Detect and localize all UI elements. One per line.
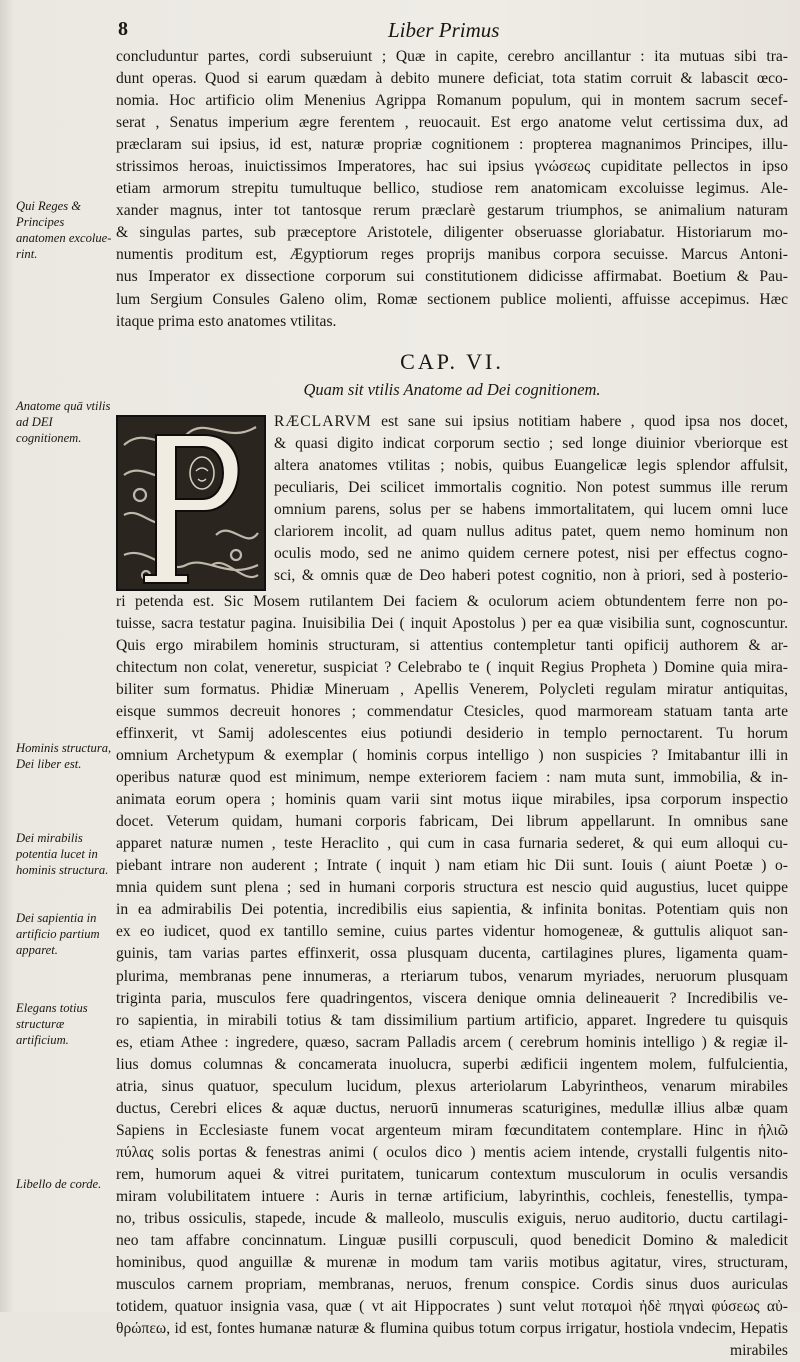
initial-first-word: RÆCLARVM (274, 412, 372, 430)
text-line: operibus naturæ quod est minimum, nempe exteriorem faciem : nam muta sunt, immobilia, & in- (116, 769, 788, 787)
text-line: concluduntur partes, cordi subseruiunt ; Quæ in capite, cerebro ancillantur : ita mutuas sibi tra- (116, 48, 788, 65)
text-line: in ea admirabilis Dei potentia, incredibilis eius sapientia, & infinita bonitas. Potentiam quis non (116, 901, 788, 919)
text-line: lius domus columnas & concamerata inuolucra, superbi ædificii ingentem molem, fulfulcientia, (116, 1055, 788, 1073)
chapter-title: CAP. VI. (400, 348, 504, 374)
text-line: tuisse, sacra testatur pagina. Inuisibilia Dei ( inquit Apostolus ) per ea quæ visibilia sunt, cognoscuntur. (116, 614, 788, 632)
text-line: es, etiam Athee : ingredere, quæso, sacram Palladis arcem ( cerebrum hominis intelligo ) & regiæ il- (116, 1033, 788, 1051)
margin-note-elegans-structura: Elegans totius structuræ artificium. (16, 1001, 88, 1047)
chapter-subtitle: Quam sit vtilis Anatome ad Dei cognitionem. (303, 379, 601, 399)
text-line: sci, & omnis quæ de Deo haberi potest cognitio, non à priori, sed à posterio- (274, 567, 788, 585)
text-line: Quis ergo mirabilem hominis structuram, si attentius contempletur tanti opificij authorem & ar- (116, 636, 788, 654)
paragraph-1 (116, 46, 788, 333)
margin-note-anatome-utilis: Anatome quā vtilis ad DEI cognitionem. (16, 399, 111, 445)
text-line: peculiaris, Dei scilicet immortalis cognitio. Non potest summus ille rerum (274, 478, 788, 496)
text-line: totidem, quatuor insignia vasa, quæ ( vt ait Hippocrates ) sunt velut ποταμοὶ ἠδὲ πηγαὶ φύσεως αὐ- (116, 1298, 788, 1316)
text-line: neo tam affabre concinnatum. Linguæ pusilli corpusculi, quod benedicit Domino & maledicit (116, 1232, 788, 1250)
text-line: nus Imperator ex dissectione corporum sui constitutionem didicisse affirmabat. Boetium & Pau- (116, 268, 788, 286)
text-line: ex eo iudicet, quod ex tantillo semine, cuius partes videntur homogeneæ, & guttulis aliquot san- (116, 923, 788, 941)
text-line: mnia quidem sunt plena ; sed in humani corporis structura est nescio quid augustius, lucet quippe (116, 879, 788, 897)
text-line: apparet naturæ numen , teste Heraclito , qui cum in casa furnaria sederet, & qui eum alloqui cu- (116, 835, 788, 853)
text-line: ductus, Cerebri elices & aquæ ductus, neruorū innumeras scaturigines, medullæ illius albæ quam (116, 1099, 788, 1117)
decorated-initial-icon (116, 415, 266, 591)
margin-note-reges: Qui Reges & Principes anatomen excolue- rint. (16, 199, 112, 261)
text-line: & quasi digito indicat corporum sectio ; sed longe diuinior vberiorque est (274, 434, 788, 452)
text-line: strissimos heroas, inuictissimos Imperatores, hac sui ipsius γνώσεως cupiditate pellectos in ipso (116, 158, 788, 176)
text-line: serat , Senatus imperium ægre ferentem , reuocauit. Est ergo anatome velut certissima dux, ad (116, 114, 788, 132)
text-line: miram volubilitatem intuere : Auris in ternæ artificium, labyrinthis, cochleis, fenestellis, tympa- (116, 1187, 788, 1205)
text-line: θρώπεω, id est, fontes humanæ naturæ & flumina quibus totum corpus irrigatur, hostiola vndecim, Hepatis (116, 1320, 788, 1338)
text-line: animata eorum opera ; hominis quam varii sint motus iique mirabiles, ipsa corporum inspectio (116, 791, 788, 809)
initial-first-rest: est sane sui ipsius notitiam habere , quod ipsa nos docet, (371, 412, 788, 430)
text-line: eisque summos decreuit honores ; commendatur Ctesicles, quod marmoream statuam tanta arte (116, 702, 788, 720)
text-line: oculis modo, sed ne animo quidem cernere potest, nisi per effectus cogno- (274, 544, 788, 562)
book-title: Liber Primus (388, 18, 500, 42)
text-line: rem, humorum aquei & vitrei puritatem, tunicarum contextum musculorum in oculis versandis (116, 1165, 788, 1183)
page-number: 8 (118, 18, 128, 40)
text-line (274, 411, 788, 433)
text-line: effinxerit, vt Samij adolescentes eius potiundi desiderio in templo pernoctarent. Tu horum (116, 724, 788, 742)
text-line: altera anatomes vtilitas ; nobis, quibus Euangelicæ legis splendor affulsit, (274, 456, 788, 474)
text-line: chitectum non colat, veneretur, suspiciat ? Celebrabo te ( inquit Regius Propheta ) Domine quia mira- (116, 658, 788, 676)
text-line: & singulas partes, sub præceptore Aristotele, diligenter obseruasse gloriabatur. Historiarum mo- (116, 224, 788, 242)
paragraph-2-body (116, 591, 788, 1341)
margin-note-dei-potentia: Dei mirabilis potentia lucet in hominis structura. (16, 831, 109, 877)
text-line: omnium Archetypum & exemplar ( hominis corpus intelligo ) non suspicies ? Imitabantur illi in (116, 747, 788, 765)
text-line: Sapiens in Ecclesiaste funem vocat argenteum miram fœcunditatem contemplare. Hinc in ἡλιῶ (116, 1121, 788, 1139)
text-line: plurima, membranas pene innumeras, a rteriarum tubos, venarum myriades, neruorum plusquam (116, 967, 788, 985)
text-line: nomia. Hoc artificio olim Menenius Agrippa Romanum populum, qui in montem sacrum secef- (116, 92, 788, 110)
text-line: xander magnus, inter tot tantosque rerum præclarè gestarum triumphos, se animalium naturam (116, 202, 788, 220)
text-line: ro sapientia, in mirabili totius & tam dissimilium partium artificio, apparet. Ingredere tu quisquis (116, 1011, 788, 1029)
text-line: docet. Veterum quidam, humani corporis fabricam, Dei librum appellarunt. In omnibus sane (116, 813, 788, 831)
text-line: ri petenda est. Sic Mosem rutilantem Dei faciem & oculorum aciem obtundentem ferre non po- (116, 592, 788, 610)
margin-note-hominis-structura: Hominis structura, Dei liber est. (16, 741, 112, 771)
margin-note-libello-de-corde: Libello de corde. (16, 1177, 102, 1191)
margin-note-dei-sapientia: Dei sapientia in artificio partium apparet. (16, 911, 100, 957)
text-line: triginta paria, musculos fere quadringentos, viscera denique omnia delineauerit ? Incredibilis ve- (116, 989, 788, 1007)
text-line: clariorem incolit, ad quam nullus aditus patet, quem nemo hominum non (274, 522, 788, 540)
text-line: πύλας solis portas & fenestras animi ( oculos dico ) mentis aciem intende, crystalli fulgentis nito- (116, 1143, 788, 1161)
text-line: omnium parens, solus per se habens immortalitatem, qui lucem omni luce (274, 500, 788, 518)
text-line: musculos carnem propriam, membranas, neruos, frenum conspice. Cordis sinus duos auriculas (116, 1276, 788, 1294)
main-text (116, 46, 788, 1362)
text-line: guinis, tam varias partes effinxerit, ossa plusquam ducenta, cartilagines plures, ligamenta quam- (116, 945, 788, 963)
paragraph-2-opening (116, 411, 788, 591)
text-line: no, tribus ossiculis, stapede, incude & malleolo, musculis exiguis, neruo auditorio, ductu cartilagi- (116, 1210, 788, 1228)
text-line: piebant intrare non auderent ; Intrate ( inquit ) nam etiam hic Dii sunt. Iouis ( aiunt Poetæ ) o- (116, 857, 788, 875)
running-head (118, 18, 776, 42)
text-line: numentis proditum est, Ægyptiorum reges proprijs manibus corpora secuisse. Marcus Antoni- (116, 246, 788, 264)
catchword: mirabiles (729, 1342, 788, 1360)
text-line: lum Sergium Consules Galeno olim, Romæ sectionem publice molienti, affuisse accepimus. Hæc (116, 290, 788, 308)
text-line: atria, sinus quatuor, speculum lucidum, plexus arteriolarum Labyrintheos, venarum mirabiles (116, 1077, 788, 1095)
text-line: hominibus, quod anguillæ & murenæ in modum tam variis motibus agitatur, vires, structuram, (116, 1254, 788, 1272)
text-line: dunt operas. Quod si earum quædam à debito munere deficiat, tota statim corruit & labascit œco- (116, 70, 788, 88)
text-line: itaque prima esto anatomes vtilitas. (116, 312, 337, 330)
text-line: præclaram sui ipsius, id est, naturæ propriæ cognitionem : propterea magnanimos Principes, illu- (116, 136, 788, 154)
text-line: etiam armorum strepitu tumultuque bellico, studiose rem anatomicam excoluisse legimus. Ale- (116, 180, 788, 198)
text-line: biliter sum formatus. Phidiæ Mineruam , Apellis Venerem, Polycleti regulam miratur antiquitas, (116, 680, 788, 698)
